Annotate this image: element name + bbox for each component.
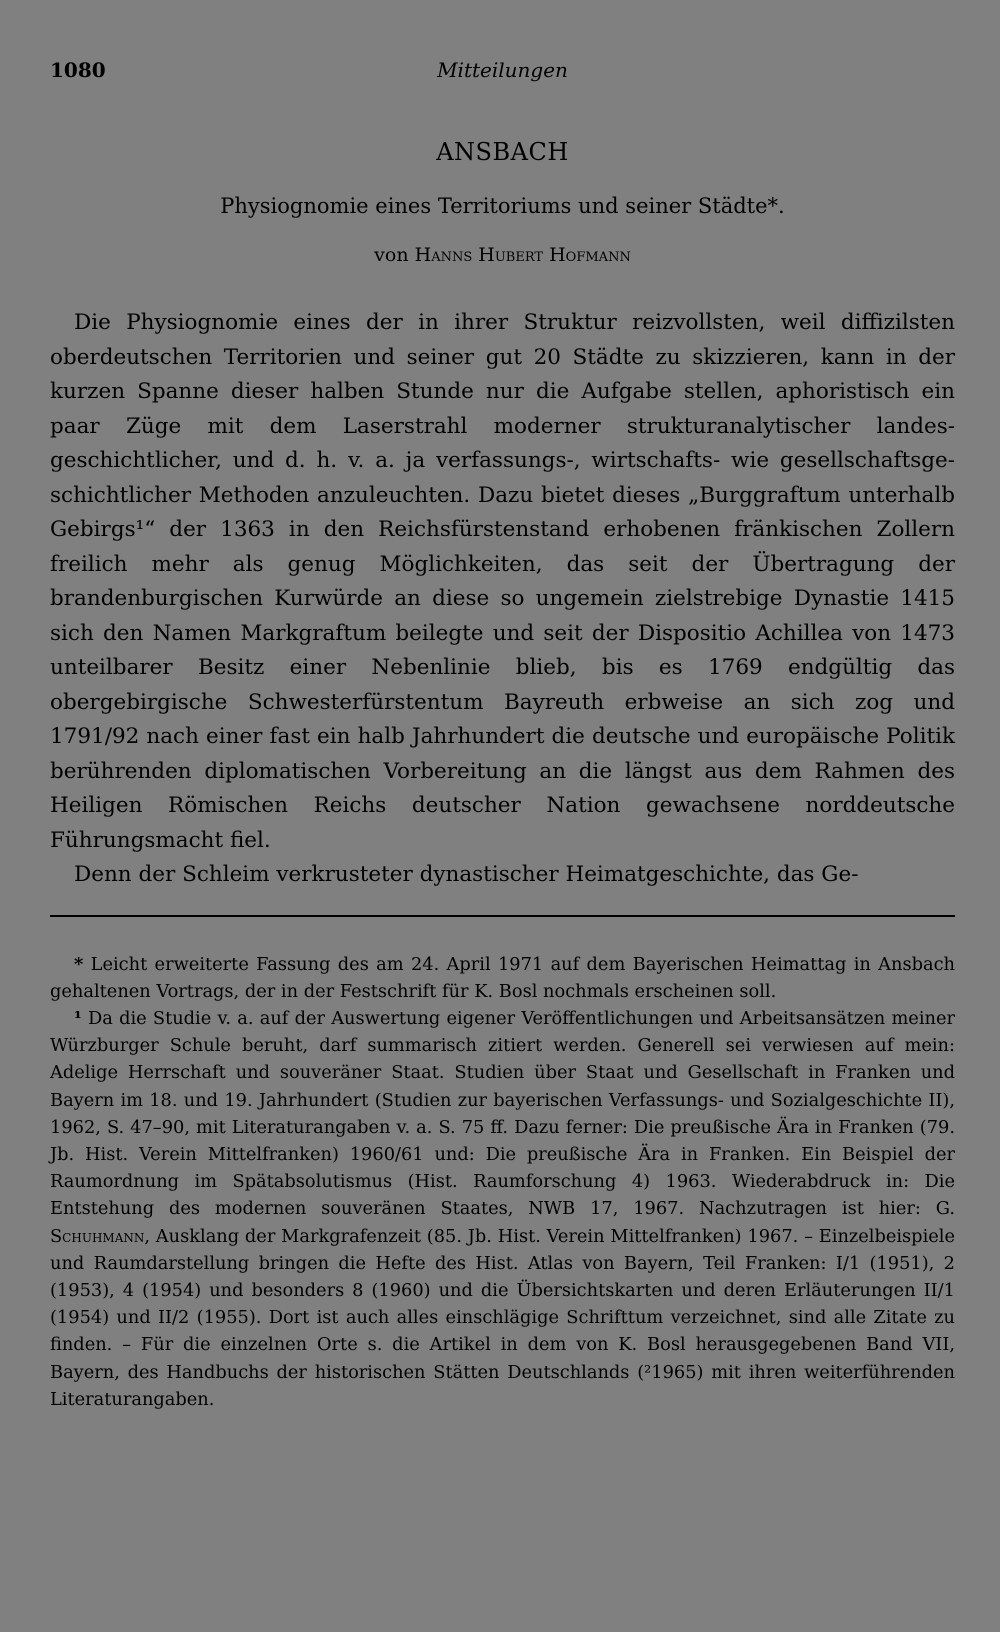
footnote-1 xyxy=(50,1005,955,1413)
footnote-1-mark: ¹ xyxy=(74,1007,82,1029)
footnotes xyxy=(50,951,955,1413)
footnote-divider xyxy=(50,915,955,917)
author-prefix: von xyxy=(374,244,415,266)
article-subtitle: Physiognomie eines Territoriums und seiner Städte*. xyxy=(220,194,785,218)
running-head xyxy=(50,58,955,88)
running-title: Mitteilungen xyxy=(437,58,568,82)
author-name: Hanns Hubert Hofmann xyxy=(414,244,631,266)
footnote-1-text-a: Da die Studie v. a. auf der Auswertung eigener Veröffentlichungen und Arbeitsansätzen meiner Würzburger Schule beruht, darf summarisch zitiert werden. Generell sei verwiesen auf mein: Adelige Herrschaft und souveräner Staat. Studien über Staat und Gesellschaft in Franken und Bayern im 18. und 19. Jahrhundert (Studien zur bayerischen Verfassungs- und Sozialgeschichte II), 1962, S. 47–90, mit Literaturangaben v. a. S. 75 ff. Dazu ferner: Die preußische Ära in Franken (79. Jb. Hist. Verein Mittelfranken) 1960/61 und: Die preußische Ära in Franken. Ein Beispiel der Raumordnung im Spätabsolutismus (Hist. Raumforschung 4) 1963. Wiederabdruck in: Die Entstehung des modernen souveränen Staates, NWB 17, 1967. Nachzutragen ist hier: G. xyxy=(50,1007,955,1220)
footnote-1-author-name: Schuhmann xyxy=(50,1225,145,1247)
body-text xyxy=(50,306,955,893)
author-line xyxy=(50,244,955,266)
footnote-star-text: Leicht erweiterte Fassung des am 24. April 1971 auf dem Bayerischen Heimattag in Ansbach gehaltenen Vortrags, der in der Festschrift für K. Bosl nochmals erscheinen soll. xyxy=(50,953,955,1002)
page xyxy=(50,58,955,1413)
page-number: 1080 xyxy=(50,58,106,82)
footnote-1-text-b: , Ausklang der Markgrafenzeit (85. Jb. Hist. Verein Mittelfranken) 1967. – Einzelbeispiele und Raumdarstellung bringen die Hefte des Hist. Atlas von Bayern, Teil Franken: I/1 (1951), 2 (1953), 4 (1954) und besonders 8 (1960) und die Übersichtskarten und deren Erläuterungen II/1 (1954) und II/2 (1955). Dort ist auch alles einschlägige Schrifttum verzeichnet, sind alle Zitate zu finden. – Für die einzelnen Orte s. die Artikel in dem von K. Bosl herausgegebenen Band VII, Bayern, des Handbuchs der historischen Stätten Deutschlands (²1965) mit ihren weiterführenden Literaturangaben. xyxy=(50,1225,955,1410)
article-title: ANSBACH xyxy=(436,138,569,166)
body-paragraph-1: Die Physiognomie eines der in ihrer Struktur reizvollsten, weil diffizilsten oberdeutschen Territorien und seiner gut 20 Städte zu skizzieren, kann in der kurzen Spanne dieser halben Stunde nur die Aufgabe stellen, aphoristisch ein paar Züge mit dem Laserstrahl moderner strukturanalytischer landesgeschichtlicher, und d. h. v. a. ja verfassungs-, wirtschafts- wie gesellschaftsgeschichtlicher Methoden anzuleuchten. Dazu bietet dieses „Burggraftum unterhalb Gebirgs¹“ der 1363 in den Reichsfürstenstand erhobenen fränkischen Zollern freilich mehr als genug Möglichkeiten, das seit der Übertragung der brandenburgischen Kurwürde an diese so ungemein zielstrebige Dynastie 1415 sich den Namen Markgraftum beilegte und seit der Dispositio Achillea von 1473 unteilbarer Besitz einer Nebenlinie blieb, bis es 1769 endgültig das obergebirgische Schwesterfürstentum Bayreuth erbweise an sich zog und 1791/92 nach einer fast ein halb Jahrhundert die deutsche und europäische Politik berührenden diplomatischen Vorbereitung an die längst aus dem Rahmen des Heiligen Römischen Reichs deutscher Nation gewachsene norddeutsche Führungsmacht fiel. xyxy=(50,310,955,853)
body-paragraph-2: Denn der Schleim verkrusteter dynastischer Heimatgeschichte, das Ge- xyxy=(74,862,859,887)
footnote-star-mark: * xyxy=(74,953,84,975)
footnote-star xyxy=(50,951,955,1005)
